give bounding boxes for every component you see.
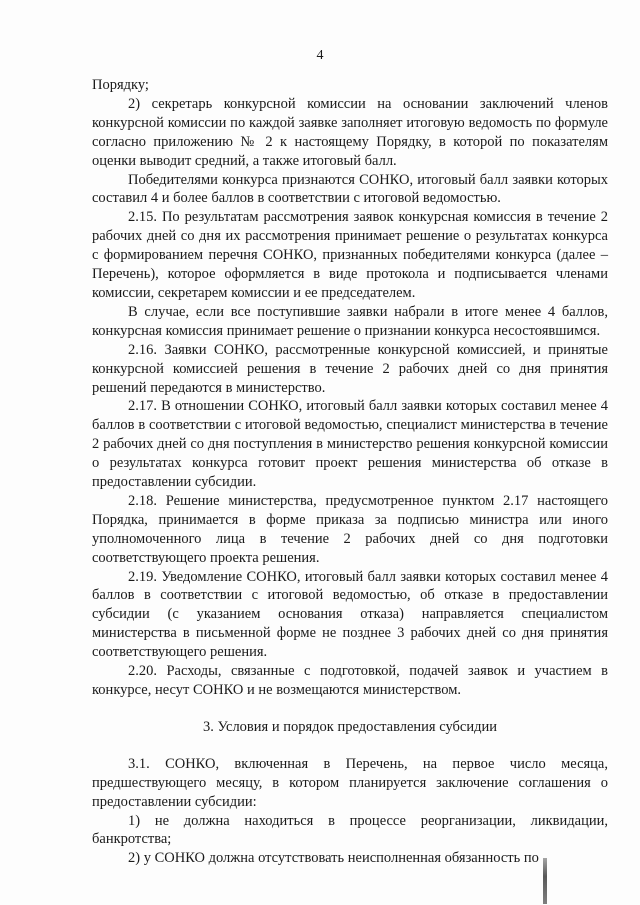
document-body [92,76,608,868]
paragraph-2-15: 2.15. По результатам рассмотрения заявок конкурсная комиссия в течение 2 рабочих дней со дня их рассмотрения принимает решение о результатах конкурса с формированием перечня СОНКО, признанных победителями конкурса (далее – Перечень), которое оформляется в виде протокола и подписывается членами комиссии, секретарем комиссии и ее председателем. [92,209,608,301]
paragraph-failed-contest: В случае, если все поступившие заявки набрали в итоге менее 4 баллов, конкурсная комиссия принимает решение о признании конкурса несостоявшимся. [92,303,608,339]
paragraph-3-1-item-1: 1) не должна находиться в процессе реорганизации, ликвидации, банкротства; [92,812,608,848]
paragraph-3-1: 3.1. СОНКО, включенная в Перечень, на первое число месяца, предшествующего месяцу, в котором планируется заключение соглашения о предоставлении субсидии: [92,755,608,810]
paragraph-2-20: 2.20. Расходы, связанные с подготовкой, подачей заявок и участием в конкурсе, несут СОНКО и не возмещаются министерством. [92,663,608,698]
paragraph-2-16: 2.16. Заявки СОНКО, рассмотренные конкурсной комиссией, и принятые конкурсной комиссией решения в течение 2 рабочих дней со дня принятия решений передаются в министерство. [92,341,608,396]
paragraph-2-19: 2.19. Уведомление СОНКО, итоговый балл заявки которых составил менее 4 баллов в соответствии с итоговой ведомостью, об отказе в предоставлении субсидии (с указанием основания отказа) направляется специалистом министерства в письменной форме не позднее 3 рабочих дней со дня принятия соответствующего решения. [92,568,608,661]
page-number: 4 [316,48,324,63]
paragraph-3-1-item-2: 2) у СОНКО должна отсутствовать неисполненная обязанность по [128,850,539,867]
paragraph-continuation: Порядку; [92,77,149,93]
scan-artifact [543,858,547,904]
paragraph-winners: Победителями конкурса признаются СОНКО, итоговый балл заявки которых составил 4 и более баллов в соответствии с итоговой ведомостью. [92,171,608,207]
paragraph-2-secretary: 2) секретарь конкурсной комиссии на основании заключений членов конкурсной комиссии по каждой заявке заполняет итоговую ведомость по формуле согласно приложению № 2 к настоящему Порядку, в которой по показателям оценки выводит средний, а также итоговый балл. [92,95,608,169]
section-heading: 3. Условия и порядок предоставления субсидии [202,718,497,735]
paragraph-2-17: 2.17. В отношении СОНКО, итоговый балл заявки которых составил менее 4 баллов в соответствии с итоговой ведомостью, специалист министерства в течение 2 рабочих дней со дня поступления в министерство решения конкурсной комиссии о результатах конкурса готовит проект решения министерства об отказе в предоставлении субсидии. [92,398,608,491]
paragraph-2-18: 2.18. Решение министерства, предусмотренное пунктом 2.17 настоящего Порядка, принимается в форме приказа за подписью министра или иного уполномоченного лица в течение 2 рабочих дней со дня подготовки соответствующего проекта решения. [92,492,608,566]
